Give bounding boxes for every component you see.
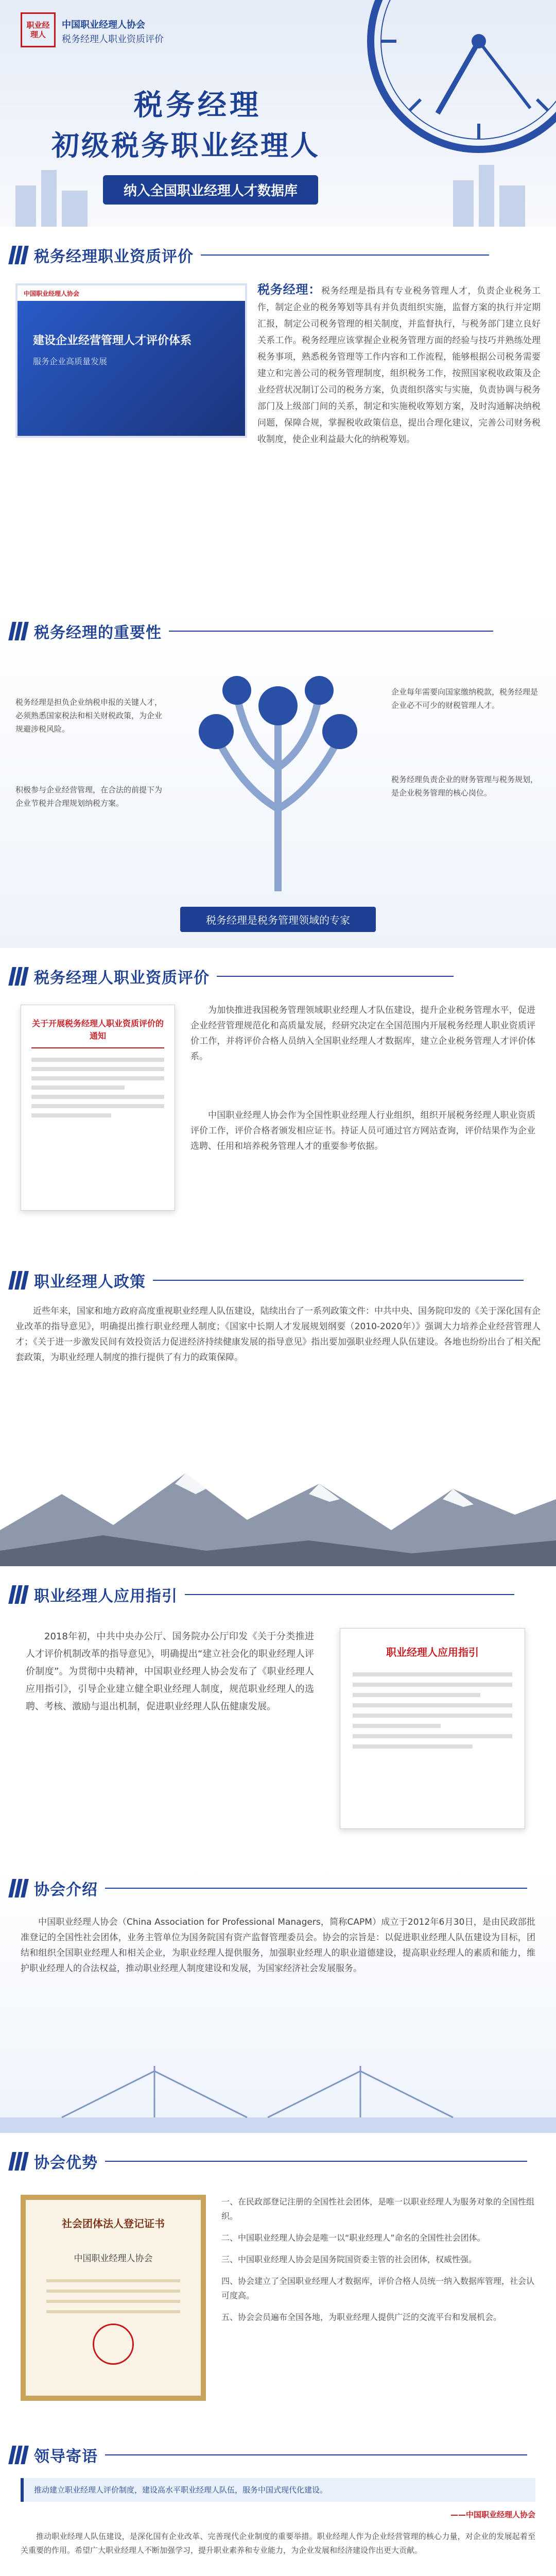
advantage-item-2: 二、中国职业经理人协会是唯一以“职业经理人”命名的全国性社会团体。: [221, 2233, 485, 2243]
section-advantage: [0, 2138, 556, 2427]
section-header: [10, 242, 489, 268]
section-title: 协会介绍: [34, 1881, 98, 1899]
section-header: [10, 2148, 527, 2174]
advantage-item-4: 四、协会建立了全国职业经理人才数据库，评价合格人员统一纳入数据库管理，社会认可度高。: [221, 2276, 535, 2300]
bridge-graphic: [0, 2061, 556, 2133]
importance-banner: 税务经理是税务管理领域的专家: [180, 907, 376, 932]
section-title: 职业经理人政策: [34, 1273, 146, 1291]
signature-1: ——中国职业经理人协会: [450, 2510, 535, 2519]
section-title: 协会优势: [34, 2154, 98, 2172]
section-header: [10, 618, 493, 644]
importance-right-1: 企业每年需要向国家缴纳税款，税务经理是企业必不可少的财税管理人才。: [391, 687, 538, 710]
notice-title: 关于开展税务经理人职业资质评价的通知: [31, 1018, 164, 1048]
section-header: [10, 1875, 527, 1901]
hero-title-2: 初级税务职业经理人: [51, 129, 320, 162]
screenshot-brand: 中国职业经理人协会: [24, 290, 80, 297]
screenshot-subtitle: 服务企业高质量发展: [33, 357, 108, 366]
section-title: 职业经理人应用指引: [34, 1587, 178, 1605]
screenshot-title: 建设企业经营管理人才评价体系: [33, 334, 192, 347]
brand-line-2: 税务经理人职业资质评价: [62, 34, 164, 45]
hero-title-1: 税务经理: [134, 89, 262, 122]
section-title: 税务经理人职业资质评价: [34, 969, 210, 987]
section-policy: [0, 1257, 556, 1566]
advantage-item-1: 一、在民政部登记注册的全国性社会团体，是唯一以职业经理人为服务对象的全国性组织。: [221, 2197, 535, 2221]
notice-document: [21, 1005, 175, 1211]
section-title: 税务经理的重要性: [34, 624, 162, 642]
section-header: [10, 963, 454, 989]
section-guideline: [0, 1571, 556, 1860]
section-evaluation: [0, 953, 556, 1252]
importance-left-2: 积极参与企业经营管理，在合法的前提下为企业节税并合理规划纳税方案。: [15, 785, 163, 808]
association-text: 中国职业经理人协会（China Association for Professional Managers，简称CAPM）成立于2012年6月30日，是由民政部批准登记的全国性社会团体，业务主管单位为国务院国有资产监督管理委员会。协会的宗旨是：以促进职业经理人队伍建设为目标，团结和组织全国职业经理人和相关企业，为职业经理人提供服务，加强职业经理人的职业道德建设，提高职业经理人的素质和能力，维护职业经理人的合法权益，推动职业经理人制度建设和发展，为国家经济社会发展服务。: [21, 1917, 535, 1974]
evaluation-p2: 中国职业经理人协会作为全国性职业经理人行业组织，组织开展税务经理人职业资质评价工作，评价合格者颁发相应证书。持证人员可通过官方网站查询，评价结果作为企业选聘、任用和培养税务管理人才的重要参考依据。: [190, 1110, 535, 1151]
clock-graphic: [360, 0, 556, 160]
guideline-text: 2018年初，中共中央办公厅、国务院办公厅印发《关于分类推进人才评价机制改革的指导意见》，明确提出“建立社会化的职业经理人评价制度”。为贯彻中央精神，中国职业经理人协会发布了《职业经理人应用指引》，引导企业建立健全职业经理人制度，规范职业经理人的选聘、考核、激励与退出机制，促进职业经理人队伍健康发展。: [26, 1631, 314, 1712]
advantage-item-5: 五、协会会员遍布全国各地，为职业经理人提供广泛的交流平台和发展机会。: [221, 2312, 502, 2322]
guideline-doc-title: 职业经理人应用指引: [386, 1646, 479, 1658]
qualification-text: [257, 281, 541, 448]
importance-right-2: 税务经理负责企业的财务管理与税务规划，是企业税务管理的核心岗位。: [391, 775, 538, 798]
advantage-item-3: 三、中国职业经理人协会是国务院国资委主管的社会团体，权威性强。: [221, 2255, 477, 2264]
cert-title: 社会团体法人登记证书: [62, 2217, 165, 2230]
body-text: 税务经理是指具有专业税务管理人才，负责企业税务工作，制定企业的税务筹划等具有并负责组织实施，监督方案的执行并定期汇报，制定公司税务管理的相关制度，并监督执行，与税务部门建立良好关系工作。税务经理应该掌握企业税务管理方面的经验与技巧并熟练处理税务事项，熟悉税务管理等工作内容和工作流程，能够根据公司税务需要建立和完善公司的税务管理制度，组织税务工作，按照国家税收政策及企业经营状况制订公司的税务方案，负责组织落实与实施，负责协调与税务部门及上级部门间的关系，制定和实施税收筹划方案，及时沟通解决纳税问题，保障合规，掌握税收政策信息，提出合理化建议，完善公司财务税收制度，使企业利益最大化的纳税筹划。: [257, 286, 541, 445]
section-title: 税务经理职业资质评价: [34, 248, 194, 266]
hero-badge: 纳入全国职业经理人才数据库: [103, 175, 318, 205]
quote-banner-1: 推动建立职业经理人评价制度，建设高水平职业经理人队伍，服务中国式现代化建设。: [21, 2478, 535, 2502]
section-header: [10, 1267, 524, 1293]
section-header: [10, 1582, 514, 1607]
leader-paragraph-1: 推动职业经理人队伍建设，是深化国有企业改革、完善现代企业制度的重要举措。职业经理人作为企业经营管理的核心力量，对企业的发展起着至关重要的作用。希望广大职业经理人不断加强学习，提升职业素养和专业能力，为企业发展和经济建设作出更大贡献。: [21, 2532, 535, 2555]
logo-seal: 职业经理人: [21, 12, 56, 47]
mountain-graphic: [0, 1453, 556, 1566]
hero-section: [0, 0, 556, 227]
section-qualification: [0, 232, 556, 603]
section-leader-message: [0, 2432, 556, 2576]
lead-text: 税务经理：: [257, 282, 321, 297]
policy-text: 近些年来，国家和地方政府高度重视职业经理人队伍建设，陆续出台了一系列政策文件：中共中央、国务院印发的《关于深化国有企业改革的指导意见》，明确提出推行职业经理人制度；《国家中长期人才发展规划纲要（2010-2020年）》强调大力培养企业经营管理人才；《关于进一步激发民间有效投资活力促进经济持续健康发展的指导意见》指出要加强职业经理人队伍建设。各地也纷纷出台了相关配套政策，为职业经理人制度的推行提供了有力的政策保障。: [15, 1306, 541, 1363]
section-association: [0, 1865, 556, 2133]
importance-left-1: 税务经理是担负企业纳税申报的关键人才，必须熟悉国家税法和相关财税政策，为企业规避涉税风险。: [15, 698, 163, 734]
section-importance: [0, 608, 556, 948]
brand-line-1: 中国职业经理人协会: [62, 20, 145, 30]
website-screenshot: [15, 283, 247, 438]
evaluation-p1: 为加快推进我国税务管理领域职业经理人才队伍建设，提升企业税务管理水平，促进企业经营管理规范化和高质量发展，经研究决定在全国范围内开展税务经理人职业资质评价工作，并将评价合格人员纳入全国职业经理人才数据库，建立企业税务管理人才评价体系。: [190, 1005, 535, 1062]
cert-name: 中国职业经理人协会: [74, 2253, 153, 2264]
tree-graphic: [170, 654, 386, 891]
registration-certificate: [21, 2195, 206, 2401]
guideline-document: [340, 1628, 525, 1829]
section-header: [10, 2442, 527, 2468]
advantage-list: [221, 2195, 535, 2325]
section-title: 领导寄语: [34, 2448, 98, 2466]
